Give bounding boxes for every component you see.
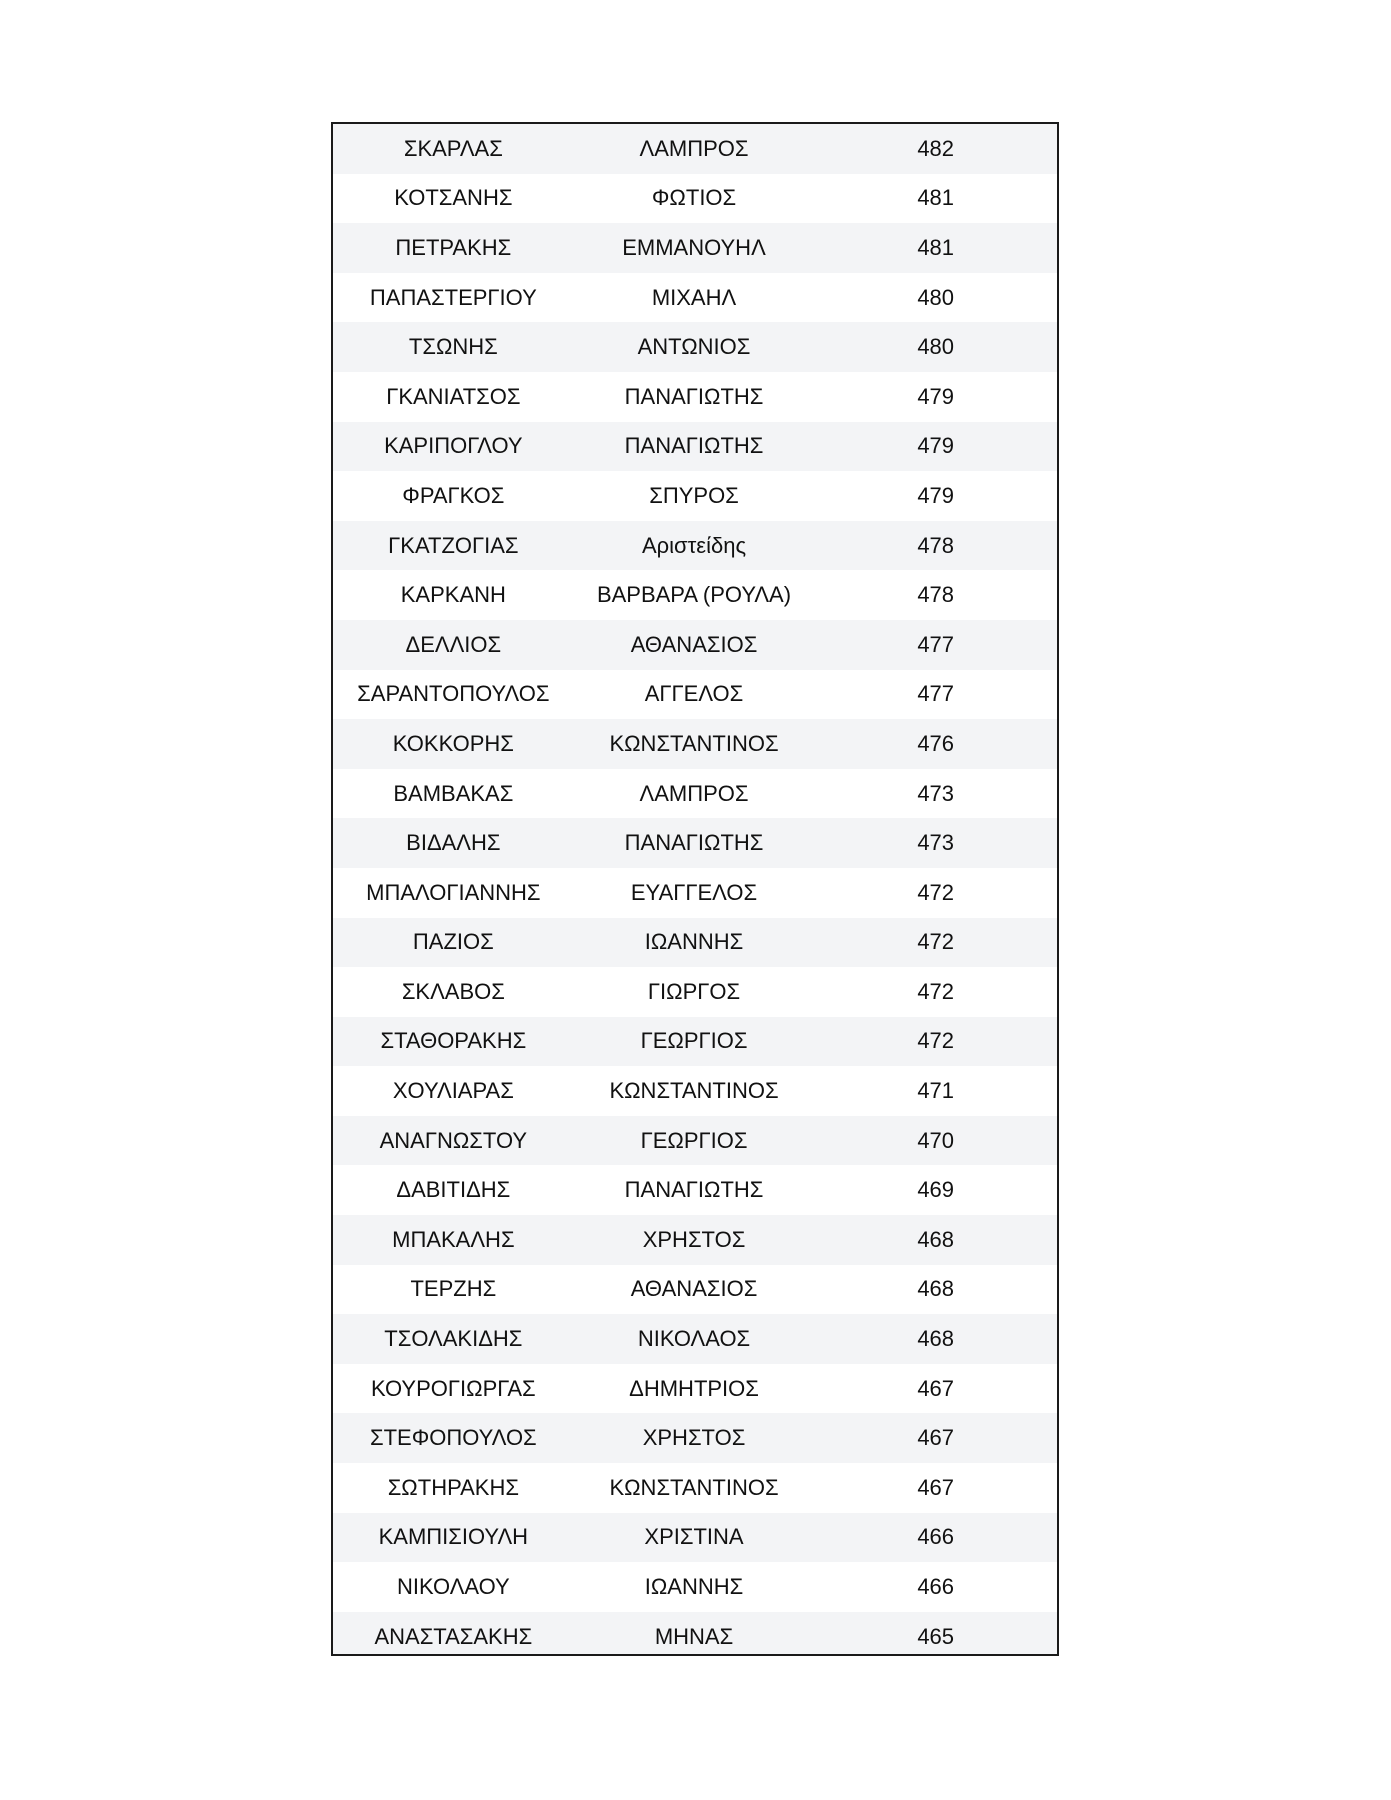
surname-cell: ΜΠΑΚΑΛΗΣ [392, 1226, 515, 1252]
first-name-cell: ΠΑΝΑΓΙΩΤΗΣ [624, 1177, 764, 1203]
table-row [333, 868, 1057, 918]
score-cell: 472 [917, 1028, 955, 1054]
table-row [333, 570, 1057, 620]
surname-cell: ΧΟΥΛΙΑΡΑΣ [392, 1078, 514, 1104]
table-row [333, 1265, 1057, 1315]
score-cell: 481 [917, 234, 955, 260]
score-cell: 482 [917, 135, 955, 161]
table-row [333, 1364, 1057, 1414]
score-cell: 481 [917, 185, 955, 211]
first-name-cell: ΑΘΑΝΑΣΙΟΣ [630, 631, 758, 657]
first-name-cell: ΑΓΓΕΛΟΣ [644, 681, 744, 707]
table-row [333, 372, 1057, 422]
first-name-cell: ΒΑΡΒΑΡΑ (ΡΟΥΛΑ) [596, 582, 792, 608]
table-row [333, 1513, 1057, 1563]
score-cell: 468 [917, 1226, 955, 1252]
score-cell: 467 [917, 1474, 955, 1500]
surname-cell: ΣΤΑΘΟΡΑΚΗΣ [380, 1028, 527, 1054]
score-cell: 467 [917, 1425, 955, 1451]
first-name-cell: ΦΩΤΙΟΣ [651, 185, 737, 211]
first-name-cell: ΓΕΩΡΓΙΟΣ [640, 1127, 748, 1153]
table-row [333, 1612, 1057, 1656]
score-cell: 480 [917, 334, 955, 360]
score-cell: 473 [917, 830, 955, 856]
table-row [333, 174, 1057, 224]
first-name-cell: ΜΙΧΑΗΛ [651, 284, 737, 310]
surname-cell: ΑΝΑΓΝΩΣΤΟΥ [379, 1127, 528, 1153]
first-name-cell: ΛΑΜΠΡΟΣ [639, 135, 749, 161]
surname-cell: ΚΟΚΚΟΡΗΣ [392, 730, 514, 756]
surname-cell: ΔΕΛΛΙΟΣ [405, 631, 502, 657]
table-row [333, 1017, 1057, 1067]
score-cell: 480 [917, 284, 955, 310]
score-cell: 465 [917, 1623, 955, 1649]
score-cell: 476 [917, 730, 955, 756]
surname-cell: ΣΚΛΑΒΟΣ [401, 978, 505, 1004]
first-name-cell: ΓΕΩΡΓΙΟΣ [640, 1028, 748, 1054]
table-row [333, 322, 1057, 372]
surname-cell: ΚΟΤΣΑΝΗΣ [394, 185, 513, 211]
score-cell: 472 [917, 978, 955, 1004]
first-name-cell: ΚΩΝΣΤΑΝΤΙΝΟΣ [609, 730, 779, 756]
surname-cell: ΣΤΕΦΟΠΟΥΛΟΣ [370, 1425, 537, 1451]
first-name-cell: ΠΑΝΑΓΙΩΤΗΣ [624, 830, 764, 856]
first-name-cell: ΧΡΗΣΤΟΣ [642, 1226, 746, 1252]
table-row [333, 1562, 1057, 1612]
surname-cell: ΚΑΜΠΙΣΙΟΥΛΗ [378, 1524, 529, 1550]
first-name-cell: ΛΑΜΠΡΟΣ [639, 780, 749, 806]
score-cell: 479 [917, 383, 955, 409]
surname-cell: ΤΕΡΖΗΣ [410, 1276, 497, 1302]
surname-cell: ΓΚΑΤΖΟΓΙΑΣ [388, 532, 519, 558]
first-name-cell: ΕΜΜΑΝΟΥΗΛ [622, 234, 766, 260]
score-cell: 478 [917, 532, 955, 558]
first-name-cell: ΣΠΥΡΟΣ [649, 482, 739, 508]
surname-cell: ΣΑΡΑΝΤΟΠΟΥΛΟΣ [357, 681, 550, 707]
first-name-cell: ΑΘΑΝΑΣΙΟΣ [630, 1276, 758, 1302]
first-name-cell: ΜΗΝΑΣ [654, 1623, 734, 1649]
surname-cell: ΜΠΑΛΟΓΙΑΝΝΗΣ [366, 879, 541, 905]
score-cell: 470 [917, 1127, 955, 1153]
surname-cell: ΚΑΡΙΠΟΓΛΟΥ [384, 433, 523, 459]
surname-cell: ΣΚΑΡΛΑΣ [403, 135, 503, 161]
table-row [333, 670, 1057, 720]
table-row [333, 967, 1057, 1017]
surname-cell: ΑΝΑΣΤΑΣΑΚΗΣ [374, 1623, 533, 1649]
score-cell: 469 [917, 1177, 955, 1203]
table-row [333, 1463, 1057, 1513]
first-name-cell: ΓΙΩΡΓΟΣ [647, 978, 741, 1004]
table-row [333, 620, 1057, 670]
surname-cell: ΚΑΡΚΑΝΗ [400, 582, 506, 608]
score-cell: 466 [917, 1524, 955, 1550]
first-name-cell: ΙΩΑΝΝΗΣ [644, 1574, 744, 1600]
first-name-cell: ΝΙΚΟΛΑΟΣ [637, 1326, 751, 1352]
first-name-cell: ΑΝΤΩΝΙΟΣ [637, 334, 751, 360]
table-row [333, 521, 1057, 571]
table-row [333, 1116, 1057, 1166]
table-row [333, 273, 1057, 323]
surname-cell: ΤΣΩΝΗΣ [408, 334, 498, 360]
table-row [333, 769, 1057, 819]
score-cell: 472 [917, 929, 955, 955]
score-cell: 479 [917, 482, 955, 508]
first-name-cell: ΠΑΝΑΓΙΩΤΗΣ [624, 383, 764, 409]
first-name-cell: ΔΗΜΗΤΡΙΟΣ [629, 1375, 759, 1401]
surname-cell: ΠΑΠΑΣΤΕΡΓΙΟΥ [369, 284, 537, 310]
table-row [333, 124, 1057, 174]
table-row [333, 471, 1057, 521]
first-name-cell: ΧΡΙΣΤΙΝΑ [644, 1524, 744, 1550]
surname-cell: ΓΚΑΝΙΑΤΣΟΣ [386, 383, 521, 409]
table-row [333, 818, 1057, 868]
first-name-cell: ΧΡΗΣΤΟΣ [642, 1425, 746, 1451]
first-name-cell: ΙΩΑΝΝΗΣ [644, 929, 744, 955]
score-cell: 473 [917, 780, 955, 806]
surname-cell: ΔΑΒΙΤΙΔΗΣ [396, 1177, 511, 1203]
table-body [333, 124, 1057, 1656]
score-cell: 468 [917, 1326, 955, 1352]
results-table [331, 122, 1059, 1656]
surname-cell: ΠΑΖΙΟΣ [412, 929, 494, 955]
table-row [333, 1165, 1057, 1215]
first-name-cell: ΚΩΝΣΤΑΝΤΙΝΟΣ [609, 1078, 779, 1104]
score-cell: 467 [917, 1375, 955, 1401]
surname-cell: ΒΙΔΑΛΗΣ [406, 830, 501, 856]
surname-cell: ΚΟΥΡΟΓΙΩΡΓΑΣ [371, 1375, 536, 1401]
score-cell: 477 [917, 631, 955, 657]
score-cell: 471 [917, 1078, 955, 1104]
surname-cell: ΦΡΑΓΚΟΣ [402, 482, 505, 508]
table-row [333, 223, 1057, 273]
surname-cell: ΤΣΟΛΑΚΙΔΗΣ [384, 1326, 523, 1352]
first-name-cell: ΕΥΑΓΓΕΛΟΣ [630, 879, 758, 905]
score-cell: 478 [917, 582, 955, 608]
surname-cell: ΝΙΚΟΛΑΟΥ [396, 1574, 510, 1600]
score-cell: 468 [917, 1276, 955, 1302]
table-row [333, 1314, 1057, 1364]
surname-cell: ΣΩΤΗΡΑΚΗΣ [387, 1474, 519, 1500]
first-name-cell: ΠΑΝΑΓΙΩΤΗΣ [624, 433, 764, 459]
score-cell: 477 [917, 681, 955, 707]
score-cell: 466 [917, 1574, 955, 1600]
table-row [333, 1066, 1057, 1116]
score-cell: 472 [917, 879, 955, 905]
table-row [333, 422, 1057, 472]
first-name-cell: Αριστείδης [641, 532, 747, 558]
score-cell: 479 [917, 433, 955, 459]
surname-cell: ΒΑΜΒΑΚΑΣ [393, 780, 514, 806]
first-name-cell: ΚΩΝΣΤΑΝΤΙΝΟΣ [609, 1474, 779, 1500]
surname-cell: ΠΕΤΡΑΚΗΣ [395, 234, 512, 260]
table-row [333, 1215, 1057, 1265]
table-row [333, 719, 1057, 769]
table-row [333, 1413, 1057, 1463]
table-row [333, 918, 1057, 968]
